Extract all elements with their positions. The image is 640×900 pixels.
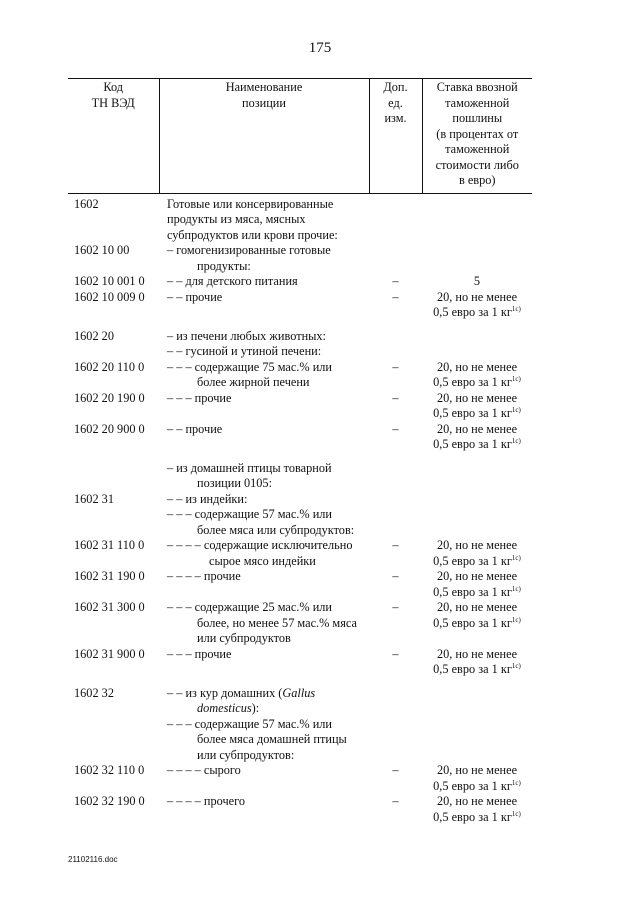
unit-cell: – (392, 421, 399, 436)
item-name-line (167, 686, 365, 702)
item-name-text: – – из кур домашних ( (167, 685, 283, 700)
item-name (159, 678, 369, 764)
rate-line-min (426, 375, 528, 391)
item-name (159, 290, 369, 321)
table-header-row (68, 79, 532, 194)
item-name (159, 538, 369, 569)
rate-line: 5 (473, 274, 481, 288)
table-row (68, 569, 532, 600)
unit-cell (369, 243, 422, 274)
rate-min-text: 0,5 евро за 1 кг (433, 375, 512, 389)
item-name-line: – – – содержащие 57 мас.% или (167, 507, 332, 521)
item-name (159, 763, 369, 794)
item-name (159, 569, 369, 600)
header-rate-line: Ставка ввозной (436, 80, 518, 94)
item-name-line: – гомогенизированные готовые (167, 243, 331, 257)
header-rate-line: (в процентах от (436, 126, 519, 141)
item-name (159, 193, 369, 243)
rate-min-text: 0,5 евро за 1 кг (433, 778, 512, 793)
item-name (159, 600, 369, 647)
item-name-line: или субпродуктов (197, 631, 291, 645)
item-name (159, 391, 369, 422)
rate-line-min (426, 437, 528, 453)
item-name-line: Готовые или консервированные (167, 196, 334, 211)
rate-line: 20, но не менее (436, 421, 518, 436)
item-name-line: – – – содержащие 57 мас.% или (167, 716, 332, 731)
rate-line: 20, но не менее (436, 600, 518, 614)
rate-cell (422, 492, 532, 539)
hs-code: 1602 31 110 0 (74, 538, 145, 552)
footnote-ref: 1с) (511, 406, 521, 414)
hs-code (68, 453, 159, 492)
unit-cell (369, 678, 422, 764)
header-rate-line: таможенной (445, 142, 510, 156)
header-unit-line: Доп. (383, 80, 408, 94)
unit-cell: – (392, 390, 399, 405)
table-row (68, 193, 532, 243)
header-name-line: позиции (242, 95, 286, 110)
hs-code: 1602 31 (74, 491, 114, 506)
latin-name-genus: Gallus (282, 685, 316, 700)
latin-name-species: domesticus (197, 701, 252, 715)
item-name-line: – из печени любых животных: (167, 328, 326, 343)
rate-line: 20, но не менее (436, 390, 518, 405)
item-name (159, 274, 369, 290)
hs-code: 1602 20 110 0 (74, 359, 145, 374)
item-name-line: более, но менее 57 мас.% мяса (197, 615, 357, 630)
footnote-ref: 1с) (511, 584, 521, 593)
table-row (68, 678, 532, 764)
unit-cell: – (392, 538, 399, 552)
hs-code: 1602 32 (74, 685, 114, 700)
item-name-line: – – – прочие (167, 390, 232, 405)
hs-code: 1602 32 190 0 (74, 794, 145, 808)
table-row (68, 274, 532, 290)
rate-line-min (426, 406, 528, 422)
header-rate-line: таможенной (445, 95, 510, 110)
item-name-line: – – – – сырого (167, 763, 241, 777)
table-row (68, 538, 532, 569)
rate-line-min (426, 305, 528, 321)
rate-line-min (426, 779, 528, 795)
item-name-line: – – – прочие (167, 646, 232, 661)
table-row (68, 647, 532, 678)
rate-line-min (426, 662, 528, 678)
header-code-line: ТН ВЭД (91, 95, 135, 110)
item-name-line: – – – содержащие 25 мас.% или (167, 600, 332, 614)
item-name (159, 422, 369, 453)
item-name (159, 360, 369, 391)
rate-line: 20, но не менее (436, 359, 518, 374)
header-unit (369, 79, 422, 194)
unit-cell: – (392, 289, 399, 304)
item-name (159, 647, 369, 678)
rate-min-text: 0,5 евро за 1 кг (433, 553, 512, 568)
rate-min-text: 0,5 евро за 1 кг (433, 662, 512, 676)
rate-cell (422, 763, 532, 794)
item-name-line: позиции 0105: (197, 476, 272, 490)
footnote-ref: 1с) (511, 437, 521, 445)
unit-cell (369, 193, 422, 243)
item-name-line: – – прочие (167, 289, 223, 304)
rate-line-min (426, 810, 528, 826)
unit-cell: – (392, 600, 399, 614)
rate-line: 20, но не менее (436, 289, 518, 304)
rate-cell (422, 453, 532, 492)
header-rate-line: в евро) (458, 173, 496, 187)
item-name-line: продукты из мяса, мясных (167, 212, 306, 226)
document-filename: 21102116.doc (68, 855, 118, 864)
rate-line-min (426, 616, 528, 632)
table-row (68, 360, 532, 391)
item-name-line: – из домашней птицы товарной (167, 460, 332, 475)
rate-min-text: 0,5 евро за 1 кг (433, 809, 512, 824)
item-name (159, 243, 369, 274)
header-rate-line: пошлины (452, 111, 503, 125)
rate-min-text: 0,5 евро за 1 кг (433, 406, 512, 420)
rate-line: 20, но не менее (436, 646, 518, 661)
rate-cell (422, 290, 532, 321)
unit-cell: – (392, 274, 399, 288)
rate-cell (422, 569, 532, 600)
rate-line: 20, но не менее (436, 763, 518, 777)
table-row (68, 243, 532, 274)
item-name (159, 321, 369, 360)
rate-cell (422, 321, 532, 360)
hs-code: 1602 32 110 0 (74, 763, 145, 777)
header-unit-line: изм. (384, 111, 407, 125)
rate-min-text: 0,5 евро за 1 кг (433, 584, 512, 599)
item-name-line: сырое мясо индейки (209, 553, 316, 568)
item-name (159, 492, 369, 539)
footnote-ref: 1с) (511, 809, 521, 818)
item-name (159, 794, 369, 825)
unit-cell: – (392, 794, 399, 808)
hs-code: 1602 31 190 0 (74, 569, 145, 583)
footnote-ref: 1с) (511, 553, 521, 562)
rate-cell (422, 794, 532, 825)
footnote-ref: 1с) (511, 662, 521, 670)
table-row (68, 763, 532, 794)
item-name-line: субпродуктов или крови прочие: (167, 227, 338, 242)
tariff-table (68, 78, 532, 825)
item-name-line: более мяса или субпродуктов: (197, 522, 355, 537)
unit-cell (369, 453, 422, 492)
item-name-line: – – гусиной и утиной печени: (167, 344, 322, 358)
rate-min-text: 0,5 евро за 1 кг (433, 615, 512, 630)
item-name-line: или субпродуктов: (197, 747, 295, 762)
header-rate-line: стоимости либо (435, 157, 519, 172)
hs-code: 1602 20 (74, 328, 114, 343)
rate-line-min (426, 554, 528, 570)
item-name-line: – – для детского питания (167, 274, 298, 288)
item-name-text: ): (251, 701, 260, 715)
hs-code: 1602 31 900 0 (74, 646, 145, 661)
rate-cell (422, 193, 532, 243)
header-code-line: Код (103, 80, 124, 94)
item-name-line (167, 701, 365, 717)
rate-cell (422, 678, 532, 764)
unit-cell: – (392, 569, 399, 583)
rate-line: 20, но не менее (436, 794, 518, 808)
rate-line: 20, но не менее (436, 538, 518, 552)
unit-cell: – (392, 763, 399, 777)
item-name-line: – – – – содержащие исключительно (167, 538, 353, 552)
footnote-ref: 1с) (511, 778, 521, 787)
footnote-ref: 1с) (511, 375, 521, 383)
item-name-line: – – прочие (167, 421, 223, 436)
hs-code: 1602 10 001 0 (74, 274, 145, 288)
header-unit-line: ед. (388, 95, 403, 110)
rate-cell (422, 600, 532, 647)
rate-min-text: 0,5 евро за 1 кг (433, 437, 512, 451)
header-name (159, 79, 369, 194)
rate-cell (422, 391, 532, 422)
item-name (159, 453, 369, 492)
unit-cell: – (392, 646, 399, 661)
item-name-line: – – – – прочего (167, 794, 245, 808)
hs-code: 1602 31 300 0 (74, 600, 145, 614)
item-name-line: – – – – прочие (167, 569, 241, 583)
rate-cell (422, 274, 532, 290)
footnote-ref: 1с) (511, 615, 521, 624)
header-rate (422, 79, 532, 194)
table-row (68, 321, 532, 360)
table-row (68, 422, 532, 453)
item-name-line: более жирной печени (197, 375, 310, 389)
item-name-line: более мяса домашней птицы (197, 732, 347, 746)
rate-cell (422, 538, 532, 569)
rate-cell (422, 360, 532, 391)
rate-line: 20, но не менее (436, 569, 518, 583)
unit-cell (369, 321, 422, 360)
hs-code: 1602 20 190 0 (74, 390, 145, 405)
table-row (68, 453, 532, 492)
rate-cell (422, 243, 532, 274)
table-row (68, 492, 532, 539)
hs-code: 1602 10 00 (74, 243, 130, 257)
item-name-line: продукты: (197, 258, 251, 273)
footnote-ref: 1с) (511, 305, 521, 313)
header-name-line: Наименование (225, 80, 303, 94)
header-code (68, 79, 159, 194)
table-row (68, 391, 532, 422)
rate-min-text: 0,5 евро за 1 кг (433, 305, 512, 319)
rate-cell (422, 422, 532, 453)
rate-line-min (426, 585, 528, 601)
table-row (68, 290, 532, 321)
item-name-line: – – – содержащие 75 мас.% или (167, 359, 332, 374)
item-name-line: – – из индейки: (167, 491, 248, 506)
table-row (68, 600, 532, 647)
hs-code: 1602 (74, 196, 99, 211)
hs-code: 1602 10 009 0 (74, 289, 145, 304)
hs-code: 1602 20 900 0 (74, 421, 145, 436)
rate-cell (422, 647, 532, 678)
unit-cell: – (392, 359, 399, 374)
table-row (68, 794, 532, 825)
unit-cell (369, 492, 422, 539)
page-number: 175 (308, 40, 332, 56)
